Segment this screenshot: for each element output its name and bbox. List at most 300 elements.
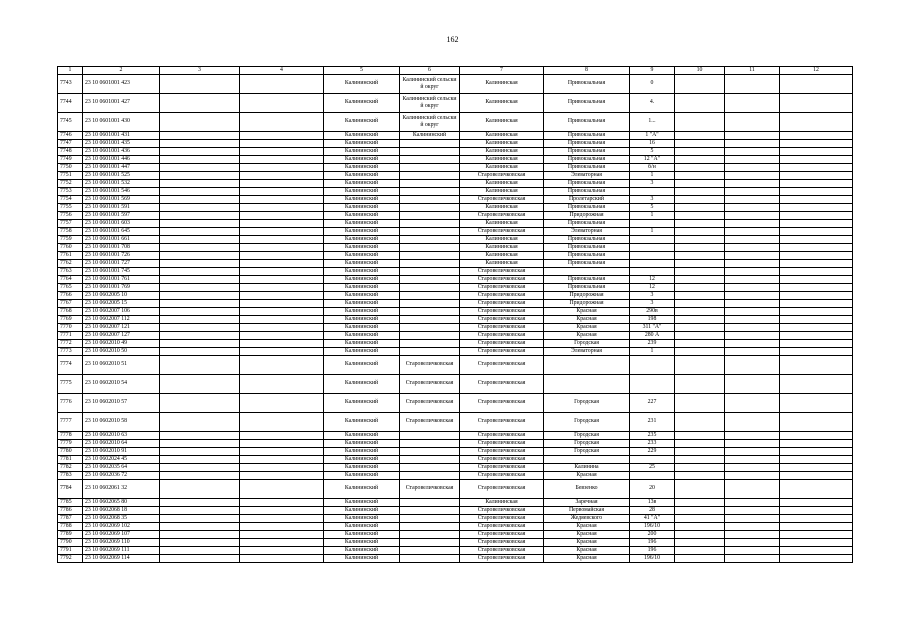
col3-cell	[160, 412, 240, 431]
house-cell: 280 А	[630, 331, 675, 339]
table-row	[58, 163, 853, 171]
cadastral-code-cell: 23 10 0602010 57	[83, 393, 160, 412]
col4-cell	[240, 307, 324, 315]
col10-cell	[675, 211, 725, 219]
col12-cell	[780, 431, 853, 439]
table-row	[58, 514, 853, 522]
okrug-cell	[400, 275, 460, 283]
table-row	[58, 447, 853, 455]
street-cell: Привокзальная	[544, 275, 630, 283]
col11-cell	[725, 235, 780, 243]
settlement-cell: Старовеличковская	[460, 455, 544, 463]
column-header: 11	[725, 67, 780, 75]
col4-cell	[240, 514, 324, 522]
settlement-cell: Калининская	[460, 259, 544, 267]
column-header: 8	[544, 67, 630, 75]
col10-cell	[675, 339, 725, 347]
row-number-cell: 7756	[58, 211, 83, 219]
settlement-cell: Калининская	[460, 139, 544, 147]
okrug-cell	[400, 139, 460, 147]
district-cell: Калининский	[324, 393, 400, 412]
settlement-cell: Калининская	[460, 155, 544, 163]
district-cell: Калининский	[324, 259, 400, 267]
col3-cell	[160, 112, 240, 131]
house-cell: 1	[630, 347, 675, 355]
street-cell: Элеваторная	[544, 227, 630, 235]
okrug-cell	[400, 171, 460, 179]
house-cell: 290в	[630, 307, 675, 315]
col3-cell	[160, 211, 240, 219]
col3-cell	[160, 195, 240, 203]
col12-cell	[780, 546, 853, 554]
col12-cell	[780, 307, 853, 315]
col4-cell	[240, 412, 324, 431]
col3-cell	[160, 179, 240, 187]
street-cell: Привокзальная	[544, 251, 630, 259]
street-cell: Городская	[544, 412, 630, 431]
street-cell	[544, 267, 630, 275]
col3-cell	[160, 251, 240, 259]
col12-cell	[780, 139, 853, 147]
col11-cell	[725, 393, 780, 412]
street-cell: Привокзальная	[544, 235, 630, 243]
column-header: 1	[58, 67, 83, 75]
cadastral-code-cell: 23 10 0602010 63	[83, 431, 160, 439]
column-header: 5	[324, 67, 400, 75]
cadastral-code-cell: 23 10 0601001 532	[83, 179, 160, 187]
house-cell: б/н	[630, 163, 675, 171]
col3-cell	[160, 315, 240, 323]
row-number-cell: 7764	[58, 275, 83, 283]
house-cell: 231	[630, 412, 675, 431]
row-number-cell: 7755	[58, 203, 83, 211]
settlement-cell: Калининская	[460, 93, 544, 112]
row-number-cell: 7766	[58, 291, 83, 299]
settlement-cell: Калининская	[460, 498, 544, 506]
col12-cell	[780, 299, 853, 307]
col11-cell	[725, 479, 780, 498]
okrug-cell	[400, 251, 460, 259]
cadastral-code-cell: 23 10 0601001 423	[83, 74, 160, 93]
house-cell: 5	[630, 147, 675, 155]
district-cell: Калининский	[324, 219, 400, 227]
house-cell: 3	[630, 291, 675, 299]
cadastral-code-cell: 23 10 0602007 112	[83, 315, 160, 323]
col12-cell	[780, 339, 853, 347]
col4-cell	[240, 275, 324, 283]
col11-cell	[725, 163, 780, 171]
col3-cell	[160, 299, 240, 307]
col10-cell	[675, 267, 725, 275]
house-cell: 3	[630, 299, 675, 307]
house-cell: 1 "А"	[630, 131, 675, 139]
settlement-cell: Старовеличковская	[460, 347, 544, 355]
okrug-cell	[400, 195, 460, 203]
row-number-cell: 7790	[58, 538, 83, 546]
col3-cell	[160, 235, 240, 243]
house-cell: 200	[630, 530, 675, 538]
row-number-cell: 7746	[58, 131, 83, 139]
column-header: 10	[675, 67, 725, 75]
table-row	[58, 139, 853, 147]
col4-cell	[240, 187, 324, 195]
cadastral-code-cell: 23 10 0601001 726	[83, 251, 160, 259]
col4-cell	[240, 431, 324, 439]
col11-cell	[725, 219, 780, 227]
cadastral-code-cell: 23 10 0602069 114	[83, 554, 160, 562]
col3-cell	[160, 546, 240, 554]
house-cell: 196/10	[630, 554, 675, 562]
street-cell: Красная	[544, 323, 630, 331]
table-row	[58, 546, 853, 554]
col11-cell	[725, 147, 780, 155]
col12-cell	[780, 112, 853, 131]
row-number-cell: 7781	[58, 455, 83, 463]
settlement-cell: Калининская	[460, 179, 544, 187]
col10-cell	[675, 307, 725, 315]
street-cell: Привокзальная	[544, 203, 630, 211]
row-number-cell: 7765	[58, 283, 83, 291]
col11-cell	[725, 412, 780, 431]
okrug-cell: Старовеличковская	[400, 355, 460, 374]
okrug-cell: Калининский сельский округ	[400, 93, 460, 112]
row-number-cell: 7789	[58, 530, 83, 538]
table-row	[58, 235, 853, 243]
district-cell: Калининский	[324, 522, 400, 530]
row-number-cell: 7779	[58, 439, 83, 447]
column-header: 3	[160, 67, 240, 75]
col4-cell	[240, 374, 324, 393]
col11-cell	[725, 267, 780, 275]
cadastral-code-cell: 23 10 0601001 591	[83, 203, 160, 211]
district-cell: Калининский	[324, 447, 400, 455]
house-cell	[630, 219, 675, 227]
house-cell: 13в	[630, 498, 675, 506]
table-row	[58, 538, 853, 546]
col10-cell	[675, 187, 725, 195]
house-cell	[630, 243, 675, 251]
col10-cell	[675, 235, 725, 243]
col3-cell	[160, 259, 240, 267]
col3-cell	[160, 131, 240, 139]
row-number-cell: 7768	[58, 307, 83, 315]
col12-cell	[780, 211, 853, 219]
row-number-cell: 7763	[58, 267, 83, 275]
col11-cell	[725, 203, 780, 211]
okrug-cell: Калининский сельский округ	[400, 112, 460, 131]
house-cell: 229	[630, 447, 675, 455]
table-row	[58, 374, 853, 393]
col12-cell	[780, 187, 853, 195]
district-cell: Калининский	[324, 235, 400, 243]
col3-cell	[160, 431, 240, 439]
cadastral-code-cell: 23 10 0601001 569	[83, 195, 160, 203]
okrug-cell	[400, 291, 460, 299]
row-number-cell: 7782	[58, 463, 83, 471]
col4-cell	[240, 74, 324, 93]
col12-cell	[780, 315, 853, 323]
table-row	[58, 147, 853, 155]
settlement-cell: Калининская	[460, 131, 544, 139]
col4-cell	[240, 147, 324, 155]
cadastral-code-cell: 23 10 0602069 107	[83, 530, 160, 538]
row-number-cell: 7758	[58, 227, 83, 235]
house-cell: 5	[630, 203, 675, 211]
okrug-cell	[400, 155, 460, 163]
table-row	[58, 323, 853, 331]
house-cell: 1...	[630, 112, 675, 131]
settlement-cell: Калининская	[460, 163, 544, 171]
table-row	[58, 243, 853, 251]
table-row	[58, 431, 853, 439]
house-cell: 196/10	[630, 522, 675, 530]
street-cell: Элеваторная	[544, 347, 630, 355]
col12-cell	[780, 147, 853, 155]
house-cell: 1	[630, 227, 675, 235]
house-cell	[630, 471, 675, 479]
house-cell: 16	[630, 139, 675, 147]
table-row	[58, 455, 853, 463]
cadastral-code-cell: 23 10 0602005 10	[83, 291, 160, 299]
col3-cell	[160, 203, 240, 211]
okrug-cell	[400, 219, 460, 227]
table-row	[58, 211, 853, 219]
col10-cell	[675, 439, 725, 447]
col11-cell	[725, 243, 780, 251]
okrug-cell	[400, 447, 460, 455]
settlement-cell: Старовеличковская	[460, 439, 544, 447]
col12-cell	[780, 514, 853, 522]
col12-cell	[780, 179, 853, 187]
cadastral-code-cell: 23 10 0602005 15	[83, 299, 160, 307]
col4-cell	[240, 211, 324, 219]
table-row	[58, 554, 853, 562]
street-cell: Калинина	[544, 463, 630, 471]
settlement-cell: Старовеличковская	[460, 447, 544, 455]
table-row	[58, 331, 853, 339]
col3-cell	[160, 506, 240, 514]
col12-cell	[780, 479, 853, 498]
street-cell: Привокзальная	[544, 139, 630, 147]
cadastral-code-cell: 23 10 0602010 64	[83, 439, 160, 447]
okrug-cell	[400, 530, 460, 538]
okrug-cell	[400, 299, 460, 307]
table-row	[58, 259, 853, 267]
district-cell: Калининский	[324, 455, 400, 463]
cadastral-code-cell: 23 10 0601001 525	[83, 171, 160, 179]
district-cell: Калининский	[324, 439, 400, 447]
district-cell: Калининский	[324, 93, 400, 112]
district-cell: Калининский	[324, 514, 400, 522]
col11-cell	[725, 112, 780, 131]
cadastral-code-cell: 23 10 0601001 708	[83, 243, 160, 251]
col11-cell	[725, 538, 780, 546]
okrug-cell	[400, 506, 460, 514]
district-cell: Калининский	[324, 251, 400, 259]
col10-cell	[675, 291, 725, 299]
col12-cell	[780, 219, 853, 227]
row-number-cell: 7770	[58, 323, 83, 331]
col3-cell	[160, 74, 240, 93]
col4-cell	[240, 463, 324, 471]
col4-cell	[240, 291, 324, 299]
okrug-cell	[400, 307, 460, 315]
col3-cell	[160, 447, 240, 455]
settlement-cell: Старовеличковская	[460, 463, 544, 471]
settlement-cell: Старовеличковская	[460, 339, 544, 347]
table-body	[58, 74, 853, 562]
col12-cell	[780, 331, 853, 339]
row-number-cell: 7774	[58, 355, 83, 374]
district-cell: Калининский	[324, 530, 400, 538]
col4-cell	[240, 93, 324, 112]
row-number-cell: 7772	[58, 339, 83, 347]
table-row	[58, 339, 853, 347]
settlement-cell: Старовеличковская	[460, 307, 544, 315]
house-cell	[630, 374, 675, 393]
registry-table	[57, 66, 853, 563]
settlement-cell: Калининская	[460, 219, 544, 227]
cadastral-code-cell: 23 10 0601001 546	[83, 187, 160, 195]
col10-cell	[675, 93, 725, 112]
col12-cell	[780, 498, 853, 506]
col4-cell	[240, 139, 324, 147]
street-cell: Привокзальная	[544, 179, 630, 187]
okrug-cell	[400, 498, 460, 506]
house-cell: 3	[630, 195, 675, 203]
settlement-cell: Старовеличковская	[460, 530, 544, 538]
house-cell	[630, 455, 675, 463]
col11-cell	[725, 331, 780, 339]
district-cell: Калининский	[324, 195, 400, 203]
col10-cell	[675, 393, 725, 412]
col12-cell	[780, 155, 853, 163]
settlement-cell: Калининская	[460, 243, 544, 251]
col4-cell	[240, 471, 324, 479]
settlement-cell: Старовеличковская	[460, 471, 544, 479]
house-cell: 3	[630, 179, 675, 187]
street-cell: Привокзальная	[544, 243, 630, 251]
row-number-cell: 7769	[58, 315, 83, 323]
col12-cell	[780, 447, 853, 455]
district-cell: Калининский	[324, 412, 400, 431]
col4-cell	[240, 267, 324, 275]
okrug-cell	[400, 522, 460, 530]
col4-cell	[240, 179, 324, 187]
settlement-cell: Старовеличковская	[460, 514, 544, 522]
col11-cell	[725, 139, 780, 147]
col10-cell	[675, 479, 725, 498]
district-cell: Калининский	[324, 498, 400, 506]
settlement-cell: Старовеличковская	[460, 554, 544, 562]
table-row	[58, 195, 853, 203]
col3-cell	[160, 393, 240, 412]
col11-cell	[725, 530, 780, 538]
col11-cell	[725, 93, 780, 112]
table-row	[58, 251, 853, 259]
street-cell: Красная	[544, 307, 630, 315]
street-cell: Красная	[544, 554, 630, 562]
col3-cell	[160, 471, 240, 479]
okrug-cell	[400, 538, 460, 546]
row-number-cell: 7761	[58, 251, 83, 259]
okrug-cell: Старовеличковская	[400, 412, 460, 431]
col3-cell	[160, 455, 240, 463]
col10-cell	[675, 259, 725, 267]
col4-cell	[240, 131, 324, 139]
district-cell: Калининский	[324, 471, 400, 479]
house-cell: 20	[630, 479, 675, 498]
okrug-cell	[400, 554, 460, 562]
settlement-cell: Старовеличковская	[460, 412, 544, 431]
settlement-cell: Старовеличковская	[460, 355, 544, 374]
okrug-cell: Старовеличковская	[400, 393, 460, 412]
col4-cell	[240, 355, 324, 374]
col11-cell	[725, 74, 780, 93]
row-number-cell: 7745	[58, 112, 83, 131]
street-cell: Красная	[544, 331, 630, 339]
table-row	[58, 74, 853, 93]
okrug-cell: Старовеличковская	[400, 479, 460, 498]
row-number-cell: 7787	[58, 514, 83, 522]
col11-cell	[725, 179, 780, 187]
col3-cell	[160, 463, 240, 471]
street-cell: Привокзальная	[544, 131, 630, 139]
col10-cell	[675, 355, 725, 374]
col11-cell	[725, 347, 780, 355]
col4-cell	[240, 498, 324, 506]
col3-cell	[160, 355, 240, 374]
col4-cell	[240, 455, 324, 463]
settlement-cell: Старовеличковская	[460, 267, 544, 275]
district-cell: Калининский	[324, 339, 400, 347]
col11-cell	[725, 259, 780, 267]
col3-cell	[160, 339, 240, 347]
cadastral-code-cell: 23 10 0601001 427	[83, 93, 160, 112]
house-cell	[630, 187, 675, 195]
cadastral-code-cell: 23 10 0602036 72	[83, 471, 160, 479]
settlement-cell: Калининская	[460, 187, 544, 195]
district-cell: Калининский	[324, 506, 400, 514]
col12-cell	[780, 439, 853, 447]
cadastral-code-cell: 23 10 0602007 106	[83, 307, 160, 315]
col4-cell	[240, 546, 324, 554]
district-cell: Калининский	[324, 211, 400, 219]
table-row	[58, 93, 853, 112]
district-cell: Калининский	[324, 112, 400, 131]
house-cell: 1	[630, 211, 675, 219]
table-row	[58, 131, 853, 139]
row-number-cell: 7752	[58, 179, 83, 187]
house-cell: 198	[630, 315, 675, 323]
col10-cell	[675, 275, 725, 283]
col12-cell	[780, 163, 853, 171]
col3-cell	[160, 283, 240, 291]
col12-cell	[780, 243, 853, 251]
settlement-cell: Старовеличковская	[460, 323, 544, 331]
house-cell: 196	[630, 546, 675, 554]
cadastral-code-cell: 23 10 0601001 436	[83, 147, 160, 155]
col11-cell	[725, 471, 780, 479]
row-number-cell: 7786	[58, 506, 83, 514]
col11-cell	[725, 463, 780, 471]
col10-cell	[675, 463, 725, 471]
table-row	[58, 112, 853, 131]
column-header: 2	[83, 67, 160, 75]
cadastral-code-cell: 23 10 0601001 597	[83, 211, 160, 219]
settlement-cell: Старовеличковская	[460, 299, 544, 307]
district-cell: Калининский	[324, 431, 400, 439]
